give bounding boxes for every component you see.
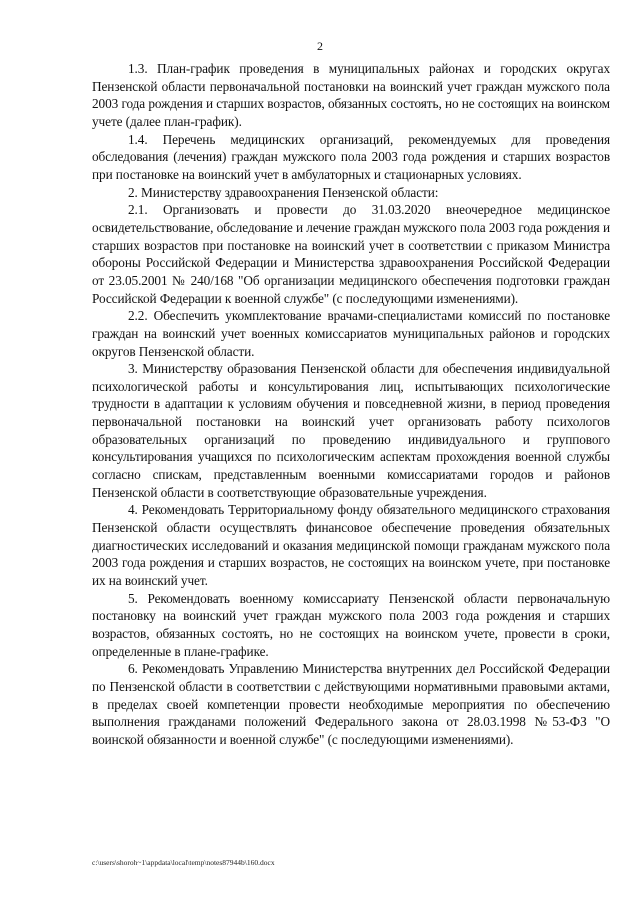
paragraph-2-2: 2.2. Обеспечить укомплектование врачами-специалистами комиссий по постановке граждан на воинский учет военных комиссариатов муниципальных районов и городских округов Пензенской области.	[92, 308, 610, 359]
paragraph-2-1: 2.1. Организовать и провести до 31.03.2020 внеочередное медицинское освидетельствование, обследование и лечение граждан мужского пола 2003 года рождения и старших возрастов при постановке на воинский учет в соответствии с приказом Министра обороны Российской Федерации и Министерства здравоохранения Российской Федерации от 23.05.2001 № 240/168 "Об организации медицинского обеспечения подготовки граждан Российской Федерации к военной службе" (с последующими изменениями).	[92, 202, 610, 306]
paragraph-5: 5. Рекомендовать военному комиссариату Пензенской области первоначальную постановку на воинский учет граждан мужского пола 2003 года рождения и старших возрастов, обязанных состоять, но не состоящих на воинском учете, провести в сроки, определенные в плане-графике.	[92, 590, 610, 659]
paragraph-2: 2. Министерству здравоохранения Пензенской области:	[128, 184, 439, 200]
paragraph-4: 4. Рекомендовать Территориальному фонду обязательного медицинского страхования Пензенской области осуществлять финансовое обеспечение проведения обязательных диагностических исследований и оказания медицинской помощи гражданам мужского пола 2003 года рождения и старших возрастов, не состоящих на воинском учете, при постановке их на воинский учет.	[92, 502, 610, 589]
page-number: 2	[317, 39, 323, 53]
paragraph-6: 6. Рекомендовать Управлению Министерства внутренних дел Российской Федерации по Пензенской области в соответствии с действующими нормативными правовыми актами, в пределах своей компетенции провести необходимые мероприятия по обеспечению выполнения гражданами положений Федерального закона от 28.03.1998 №53-ФЗ "О воинской обязанности и военной службе" (с последующими изменениями).	[92, 661, 610, 747]
paragraph-3: 3. Министерству образования Пензенской области для обеспечения индивидуальной психологической работы и консультирования лиц, испытывающих психологические трудности в адаптации к условиям обучения и повседневной жизни, в период проведения первоначальной постановки на воинский учет организовать работу психологов образовательных организаций по проведению индивидуального и группового консультирования учащихся по психологическим аспектам прохождения военной службы согласно спискам, представленным военными комиссариатами городов и районов Пензенской области в соответствующие образовательные учреждения.	[92, 361, 610, 500]
file-path-footer: c:\users\shoroh~1\appdata\local\temp\notes87944b\160.docx	[92, 858, 275, 867]
document-body	[92, 60, 610, 749]
paragraph-1-4: 1.4. Перечень медицинских организаций, рекомендуемых для проведения обследования (лечения) граждан мужского пола 2003 года рождения и старших возрастов при постановке на воинский учет в амбулаторных и стационарных условиях.	[92, 131, 610, 182]
paragraph-1-3: 1.3. План-график проведения в муниципальных районах и городских округах Пензенской области первоначальной постановки на воинский учет граждан мужского пола 2003 года рождения и старших возрастов, обязанных состоять, но не состоящих на воинском учете (далее план-график).	[92, 61, 610, 129]
